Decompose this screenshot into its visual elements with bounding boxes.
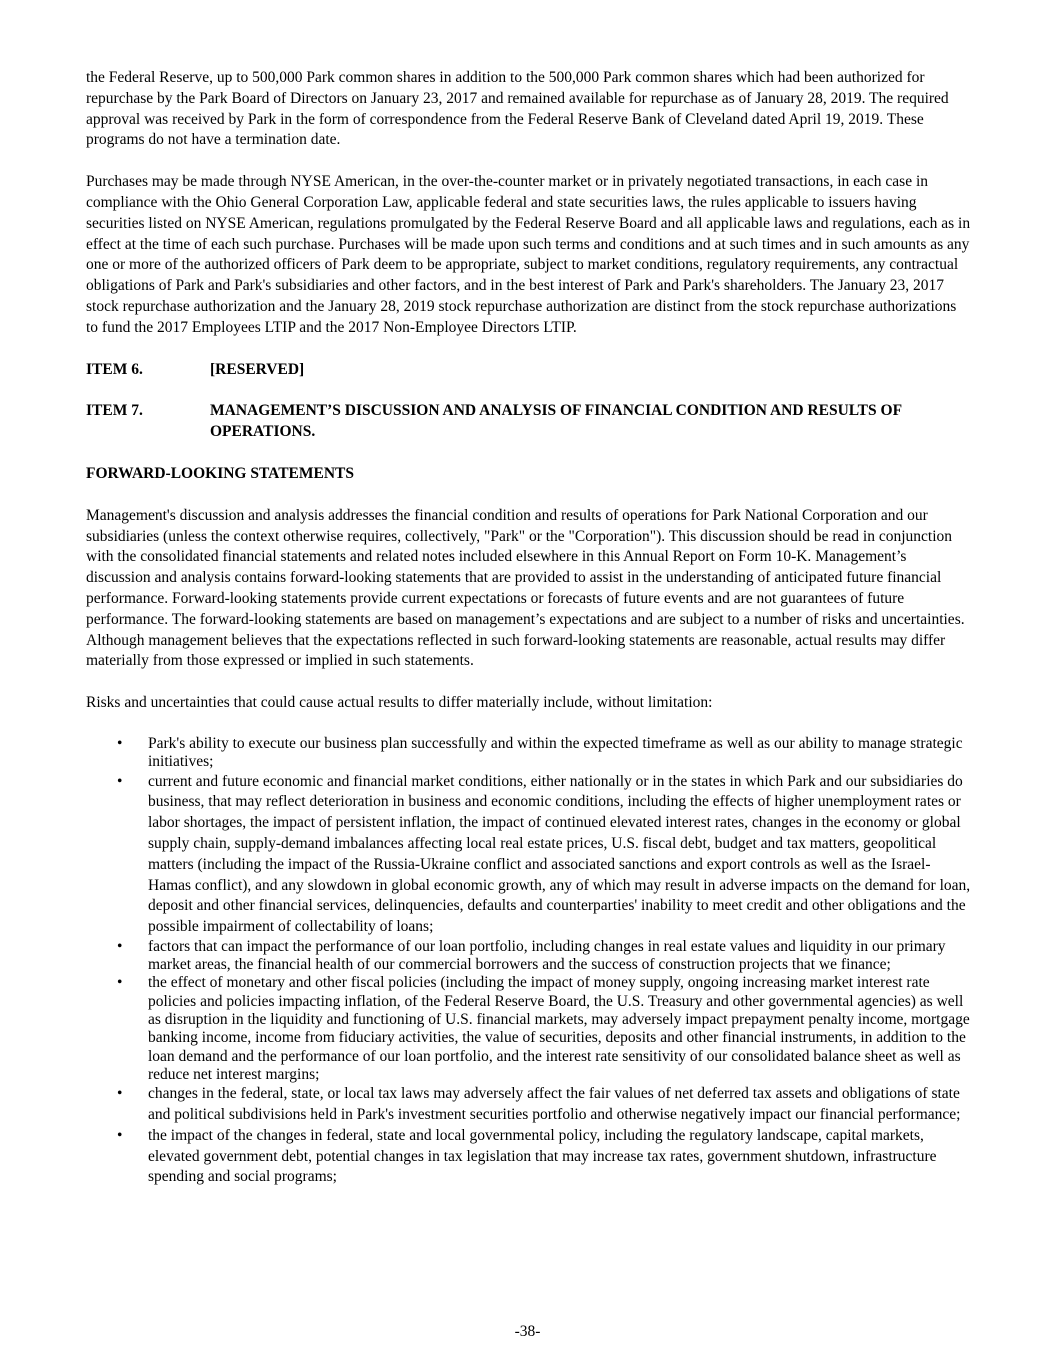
- bullet-glyph: •: [117, 974, 123, 992]
- bullet-glyph: •: [117, 772, 123, 790]
- risk-bullet-list: [86, 735, 972, 1188]
- paragraph-risks-intro: Risks and uncertainties that could cause actual results to differ materially include, without limitation:: [86, 694, 713, 712]
- bullet-glyph: •: [117, 937, 123, 955]
- bullet-text: changes in the federal, state, or local tax laws may adversely affect the fair values of net deferred tax assets and obligations of state and political subdivisions held in Park's investment securities portfolio and otherwise negatively impact our financial performance;: [148, 1085, 961, 1124]
- item-6-title: [RESERVED]: [210, 360, 305, 378]
- item-6-number: ITEM 6.: [86, 360, 143, 378]
- list-item: [86, 772, 972, 938]
- list-item: [86, 1126, 972, 1188]
- list-item: [86, 974, 972, 1084]
- forward-looking-heading: FORWARD-LOOKING STATEMENTS: [86, 464, 355, 482]
- item-7-title: MANAGEMENT’S DISCUSSION AND ANALYSIS OF FINANCIAL CONDITION AND RESULTS OF OPERATIONS.: [210, 402, 902, 441]
- paragraph-mdna-intro: Management's discussion and analysis addresses the financial condition and results of operations for Park National Corporation and our subsidiaries (unless the context otherwise requires, collectively, "Park" or the "Corporation"). This discussion should be read in conjunction with the consolidated financial statements and related notes included elsewhere in this Annual Report on Form 10-K. Management’s discussion and analysis contains forward-looking statements that are provided to assist in the understanding of anticipated future financial performance. Forward-looking statements provide current expectations or forecasts of future events and are not guarantees of future performance. The forward-looking statements are based on management’s expectations and are subject to a number of risks and uncertainties. Although management believes that the expectations reflected in such forward-looking statements are reasonable, actual results may differ materially from those expressed or implied in such statements.: [86, 506, 965, 670]
- document-page: [86, 68, 972, 1188]
- bullet-glyph: •: [117, 1085, 123, 1103]
- list-item: [86, 1084, 972, 1126]
- bullet-glyph: •: [117, 734, 123, 752]
- paragraph-purchases: Purchases may be made through NYSE American, in the over-the-counter market or in privately negotiated transactions, in each case in compliance with the Ohio General Corporation Law, applicable federal and state securities laws, the rules applicable to issuers having securities listed on NYSE American, regulations promulgated by the Federal Reserve Board and all applicable laws and regulations, each as in effect at the time of each such purchase. Purchases will be made upon such terms and conditions and at such times and in such amounts as any one or more of the authorized officers of Park deem to be appropriate, subject to market conditions, regulatory requirements, any contractual obligations of Park and Park's subsidiaries and other factors, and in the best interest of Park and Park's shareholders. The January 23, 2017 stock repurchase authorization and the January 28, 2019 stock repurchase authorization are distinct from the stock repurchase authorizations to fund the 2017 Employees LTIP and the 2017 Non-Employee Directors LTIP.: [86, 173, 971, 336]
- list-item: [86, 735, 972, 772]
- item-7-number: ITEM 7.: [86, 402, 143, 420]
- bullet-text: Park's ability to execute our business plan successfully and within the expected timeframe as well as our ability to manage strategic initiatives;: [148, 734, 963, 771]
- list-item: [86, 938, 972, 975]
- bullet-text: the effect of monetary and other fiscal policies (including the impact of money supply, ongoing increasing market interest rate policies and policies impacting inflation, of the Federal Reserve Board, the U.S. Treasury and other governmental agencies) as well as disruption in the liquidity and functioning of U.S. financial markets, may adversely impact prepayment penalty income, mortgage banking income, income from fiduciary activities, the value of securities, deposits and other financial instruments, in addition to the loan demand and the performance of our loan portfolio, and the interest rate sensitivity of our consolidated balance sheet as well as reduce net interest margins;: [148, 974, 970, 1083]
- bullet-glyph: •: [117, 1126, 123, 1144]
- paragraph-repurchase-approval: the Federal Reserve, up to 500,000 Park common shares in addition to the 500,000 Park common shares which had been authorized for repurchase by the Park Board of Directors on January 23, 2017 and remained available for repurchase as of January 28, 2019. The required approval was received by Park in the form of correspondence from the Federal Reserve Bank of Cleveland dated April 19, 2019. These programs do not have a termination date.: [86, 69, 949, 149]
- page-number: -38-: [514, 1323, 541, 1340]
- bullet-text: factors that can impact the performance of our loan portfolio, including changes in real estate values and liquidity in our primary market areas, the financial health of our commercial borrowers and the success of construction projects that we finance;: [148, 937, 946, 974]
- item-7-heading: [86, 401, 972, 443]
- item-6-heading: [86, 360, 972, 381]
- bullet-text: current and future economic and financial market conditions, either nationally or in the states in which Park and our subsidiaries do business, that may reflect deterioration in business and economic conditions, including the effects of higher unemployment rates or labor shortages, the impact of persistent inflation, the impact of continued elevated interest rates, changes in the economy or global supply chain, supply-demand imbalances affecting local real estate prices, U.S. fiscal debt, budget and tax matters, geopolitical matters (including the impact of the Russia-Ukraine conflict and associated sanctions and export controls as well as the Israel-Hamas conflict), and any slowdown in global economic growth, any of which may result in adverse impacts on the demand for loan, deposit and other financial services, delinquencies, defaults and counterparties' inability to meet credit and other obligations and the possible impairment of collectability of loans;: [148, 772, 971, 936]
- bullet-text: the impact of the changes in federal, state and local governmental policy, including the regulatory landscape, capital markets, elevated government debt, potential changes in tax legislation that may increase tax rates, government shutdown, infrastructure spending and social programs;: [148, 1126, 937, 1186]
